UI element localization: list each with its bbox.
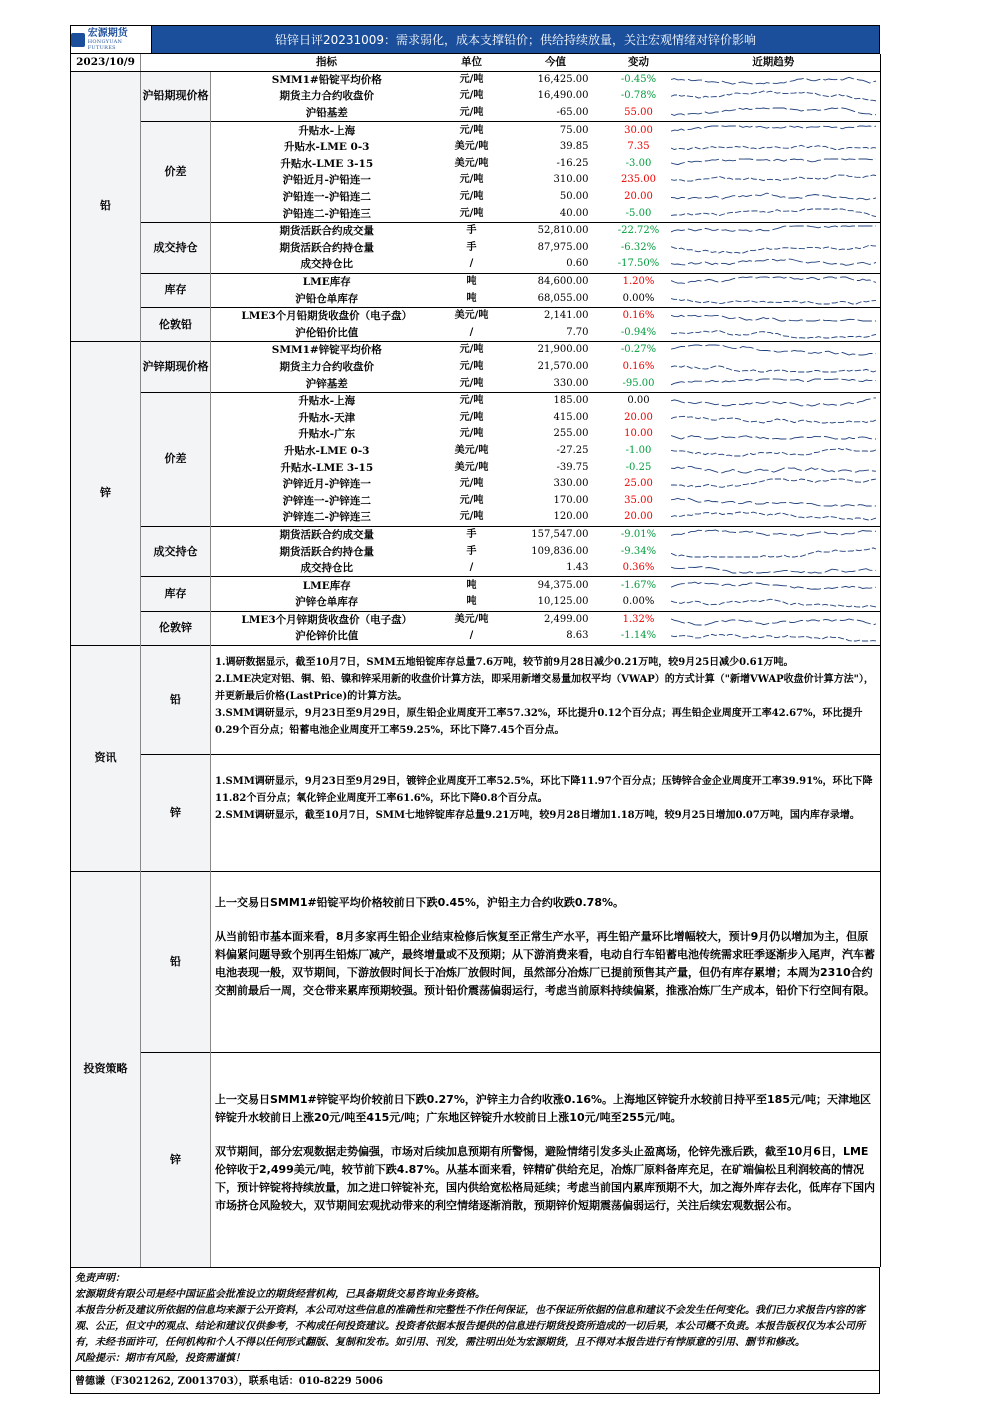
indicator-label: 期货主力合约收盘价 xyxy=(279,360,374,373)
table-row xyxy=(71,342,881,359)
sparkline-svg xyxy=(671,545,877,559)
indicator-label: 升贴水-LME 3-15 xyxy=(280,157,374,170)
unit-cell: 吨 xyxy=(443,273,501,290)
strategy-row-zinc xyxy=(71,1052,881,1267)
unit-cell: 元/吨 xyxy=(459,174,484,186)
change-cell: 20.00 xyxy=(624,191,653,203)
unit-cell: 吨 xyxy=(466,292,477,304)
sparkline-svg xyxy=(671,343,877,357)
value-cell: 16,425.00 xyxy=(501,71,611,88)
report-sheet xyxy=(70,25,880,1394)
table-row xyxy=(71,122,881,139)
change-cell: -1.00 xyxy=(625,444,652,456)
indicator-label: 升贴水-上海 xyxy=(211,122,443,139)
news-row-lead xyxy=(71,645,881,754)
table-row xyxy=(71,577,881,594)
trend-sparkline xyxy=(667,560,881,577)
value-cell: 75.00 xyxy=(501,122,611,139)
indicator-label: 沪伦铅价比值 xyxy=(295,326,359,339)
strategy-lead-text xyxy=(211,871,881,1052)
table-column-header xyxy=(71,54,881,71)
indicator-label: 沪铅基差 xyxy=(305,107,348,120)
group-label: 成交持仓 xyxy=(141,526,211,577)
trend-sparkline xyxy=(667,256,881,273)
unit-cell: 元/吨 xyxy=(459,191,484,203)
unit-cell: 吨 xyxy=(466,596,477,608)
trend-sparkline xyxy=(667,526,881,543)
strategy-lead-paragraph: 上一交易日SMM1#铅锭平均价格较前日下跌0.45%，沪铅主力合约收跌0.78%。 xyxy=(215,895,625,909)
indicator-label: 升贴水-上海 xyxy=(211,392,443,409)
indicator-label: 期货活跃合约持仓量 xyxy=(279,241,374,254)
indicator-label: 沪锌仓单库存 xyxy=(295,596,359,609)
trend-sparkline xyxy=(667,426,881,443)
trend-sparkline xyxy=(667,476,881,493)
report-title: 铅锌日评20231009：需求弱化，成本支撑铅价；供给持续放量，关注宏观情绪对锌价影响 xyxy=(274,33,757,47)
change-cell: 0.16% xyxy=(622,360,655,372)
trend-sparkline xyxy=(667,443,881,460)
value-cell: -65.00 xyxy=(556,107,589,119)
sparkline-svg xyxy=(671,444,877,458)
unit-cell: 手 xyxy=(466,545,477,557)
change-cell: 1.20% xyxy=(611,273,667,290)
group-label: 成交持仓 xyxy=(141,222,211,273)
report-header xyxy=(70,25,880,54)
value-cell: 109,836.00 xyxy=(531,545,589,557)
sparkline-svg xyxy=(671,275,877,289)
change-cell: -0.45% xyxy=(611,71,667,88)
unit-cell: / xyxy=(469,258,474,270)
sparkline-svg xyxy=(671,257,877,271)
sparkline-svg xyxy=(671,477,877,491)
table-row xyxy=(71,611,881,628)
change-cell: -0.25 xyxy=(625,461,652,473)
company-logo xyxy=(71,26,152,53)
indicator-label: 成交持仓比 xyxy=(300,258,353,271)
unit-cell: / xyxy=(469,630,474,642)
change-cell: -17.50% xyxy=(617,258,660,270)
group-label: 库存 xyxy=(141,273,211,307)
sparkline-svg xyxy=(671,595,877,609)
trend-sparkline xyxy=(667,392,881,409)
value-cell: 21,900.00 xyxy=(501,342,611,359)
trend-sparkline xyxy=(667,509,881,526)
trend-sparkline xyxy=(667,273,881,290)
strategy-zinc-label: 锌 xyxy=(141,1052,211,1267)
unit-cell: 美元/吨 xyxy=(454,141,489,153)
unit-cell: 元/吨 xyxy=(459,411,484,423)
disclaimer-line: 风险提示：期市有风险，投资需谨慎！ xyxy=(75,1352,245,1364)
logo-mark-icon xyxy=(71,33,85,47)
change-cell: 10.00 xyxy=(624,428,653,440)
sparkline-svg xyxy=(671,411,877,425)
trend-sparkline xyxy=(667,611,881,628)
value-cell: 157,547.00 xyxy=(501,526,611,543)
sparkline-svg xyxy=(671,494,877,508)
news-zinc-paragraph: 2.SMM调研显示，截至10月7日，SMM七地锌锭库存总量9.21万吨，较9月28日增加1.18万吨，较9月25日增加0.07万吨，国内库存录增。 xyxy=(215,809,860,821)
sparkline-svg xyxy=(671,629,877,643)
sparkline-svg xyxy=(671,173,877,187)
unit-cell: 元/吨 xyxy=(443,122,501,139)
trend-sparkline xyxy=(667,222,881,239)
unit-cell: / xyxy=(469,562,474,574)
sparkline-svg xyxy=(671,140,877,154)
trend-sparkline xyxy=(667,325,881,342)
sparkline-svg xyxy=(671,360,877,374)
group-label: 库存 xyxy=(141,577,211,611)
value-cell: 87,975.00 xyxy=(537,241,589,253)
trend-sparkline xyxy=(667,594,881,611)
trend-sparkline xyxy=(667,240,881,257)
change-cell: -1.67% xyxy=(611,577,667,594)
disclaimer-line: 宏源期货有限公司是经中国证监会批准设立的期货经营机构，已具备期货交易咨询业务资格。 xyxy=(75,1288,485,1300)
strategy-row-lead xyxy=(71,871,881,1052)
value-cell: 2,499.00 xyxy=(501,611,611,628)
value-cell: 0.60 xyxy=(566,258,589,270)
sparkline-svg xyxy=(671,309,877,323)
trend-sparkline xyxy=(667,71,881,88)
unit-cell: 元/吨 xyxy=(459,478,484,490)
disclaimer-title: 免责声明： xyxy=(75,1272,125,1284)
sparkline-svg xyxy=(671,510,877,524)
indicator-label: LME库存 xyxy=(211,577,443,594)
group-label: 价差 xyxy=(141,122,211,223)
column-change: 变动 xyxy=(611,54,667,71)
value-cell: 10,125.00 xyxy=(537,596,589,608)
unit-cell: 美元/吨 xyxy=(454,461,489,473)
change-cell: -9.34% xyxy=(620,545,657,557)
change-cell: -1.14% xyxy=(620,630,657,642)
sparkline-svg xyxy=(671,157,877,171)
news-lead-text xyxy=(211,645,881,754)
section-label: 铅 xyxy=(71,71,141,342)
value-cell: 52,810.00 xyxy=(501,222,611,239)
strategy-zinc-text xyxy=(211,1052,881,1267)
change-cell: 30.00 xyxy=(611,122,667,139)
sparkline-svg xyxy=(671,461,877,475)
trend-sparkline xyxy=(667,156,881,173)
trend-sparkline xyxy=(667,189,881,206)
value-cell: -39.75 xyxy=(556,461,589,473)
news-and-strategy xyxy=(70,645,881,1267)
change-cell: 25.00 xyxy=(624,478,653,490)
news-zinc-paragraph: 1.SMM调研显示，9月23日至9月29日，镀锌企业周度开工率52.5%，环比下降11.97个百分点；压铸锌合金企业周度开工率39.91%，环比下降11.82个百分点；氧化锌企业周度开工率61.6%，环比下降0.8个百分点。 xyxy=(215,775,873,804)
trend-sparkline xyxy=(667,409,881,426)
change-cell: 0.16% xyxy=(611,307,667,324)
indicator-label: 升贴水-LME 3-15 xyxy=(280,461,374,474)
news-lead-paragraph: 2.LME决定对铝、铜、铅、镍和锌采用新的收盘价计算方法，即采用新增交易量加权平均（VWAP）的方式计算（"新增VWAP收盘价计算方法"），并更新最后价格(LastPrice)的计算方法。 xyxy=(215,673,874,702)
indicator-label: SMM1#锌锭平均价格 xyxy=(211,342,443,359)
sparkline-svg xyxy=(671,528,877,542)
unit-cell: 元/吨 xyxy=(459,90,484,102)
indicator-label: SMM1#铅锭平均价格 xyxy=(211,71,443,88)
trend-sparkline xyxy=(667,172,881,189)
news-lead-paragraph: 1.调研数据显示，截至10月7日，SMM五地铅锭库存总量7.6万吨，较节前9月28日减少0.21万吨，较9月25日减少0.61万吨。 xyxy=(215,656,794,668)
sparkline-svg xyxy=(671,106,877,120)
disclaimer xyxy=(70,1267,880,1371)
value-cell: 16,490.00 xyxy=(537,90,589,102)
indicator-label: 沪铅仓单库存 xyxy=(295,292,359,305)
group-label: 沪铅期现价格 xyxy=(141,71,211,122)
value-cell: 2,141.00 xyxy=(501,307,611,324)
group-label: 价差 xyxy=(141,392,211,526)
value-cell: 310.00 xyxy=(553,174,589,186)
sparkline-svg xyxy=(671,394,877,408)
analyst-contact: 曾德谦（F3021262, Z0013703），联系电话：010-8229 5006 xyxy=(70,1371,880,1394)
indicator-label: 沪锌近月-沪锌连一 xyxy=(282,478,371,491)
indicator-label: 成交持仓比 xyxy=(300,562,353,575)
value-cell: 120.00 xyxy=(553,511,589,523)
unit-cell: 元/吨 xyxy=(459,428,484,440)
report-date: 2023/10/9 xyxy=(71,54,141,71)
section-label: 锌 xyxy=(71,342,141,645)
change-cell: 20.00 xyxy=(624,511,653,523)
strategy-label: 投资策略 xyxy=(71,871,141,1267)
group-label: 伦敦锌 xyxy=(141,611,211,645)
indicator-label: 期货活跃合约成交量 xyxy=(211,526,443,543)
value-cell: 255.00 xyxy=(553,428,589,440)
column-trend: 近期趋势 xyxy=(667,54,881,71)
sparkline-svg xyxy=(671,241,877,255)
trend-sparkline xyxy=(667,628,881,645)
change-cell: -3.00 xyxy=(625,157,652,169)
change-cell: -9.01% xyxy=(611,526,667,543)
disclaimer-line: 本报告分析及建议所依据的信息均来源于公开资料，本公司对这些信息的准确性和完整性不作任何保证，也不保证所依据的信息和建议不会发生任何变化。我们已力求报告内容的客观、公正，但文中的观点、结论和建议仅供参考，不构成任何投资建议。投资者依据本报告提供的信息进行期货投资所造成的一切后果，本公司概不负责。本报告版权仅为本公司所有，未经书面许可，任何机构和个人不得以任何形式翻版、复制和发布。如引用、刊发，需注明出处为宏源期货，且不得对本报告进行有悖原意的引用、删节和修改。 xyxy=(75,1304,865,1348)
indicator-label: 升贴水-LME 0-3 xyxy=(284,141,370,154)
indicator-label: LME3个月铅期货收盘价（电子盘） xyxy=(211,307,443,324)
logo-subtitle: HONGYUAN FUTURES xyxy=(87,39,123,51)
unit-cell: / xyxy=(469,326,474,338)
group-label: 沪锌期现价格 xyxy=(141,342,211,393)
trend-sparkline xyxy=(667,205,881,222)
column-today: 今值 xyxy=(501,54,611,71)
change-cell: 7.35 xyxy=(627,141,650,153)
unit-cell: 美元/吨 xyxy=(454,444,489,456)
trend-sparkline xyxy=(667,290,881,307)
strategy-zinc-paragraph: 双节期间，部分宏观数据走势偏强，市场对后续加息预期有所警惕，避险情绪引发多头止盈离场，伦锌先涨后跌，截至10月6日，LME伦锌收于2,499美元/吨，较节前下跌4.87%。从基本面来看，锌精矿供给充足，冶炼厂原料备库充足，在矿端偏松且利润较高的情况下，预计锌锭将持续放量，加之进口锌锭补充，国内供给宽松格局延续；考虑当前国内累库预期不大，加之海外库存去化，低库存下国内市场挤仓风险较大，双节期间宏观扰动带来的利空情绪逐渐消散，预期锌价短期震荡偏弱运行，关注后续宏观数据公布。 xyxy=(215,1144,875,1212)
indicator-label: 沪铅近月-沪铅连一 xyxy=(282,174,371,187)
indicator-label: LME3个月锌期货收盘价（电子盘） xyxy=(211,611,443,628)
strategy-lead-paragraph: 从当前铅市基本面来看，8月多家再生铅企业结束检修后恢复至正常生产水平，再生铅产量环比增幅较大，预计9月仍以增加为主，但原料偏紧问题导致个别再生铅炼厂减产，最终增量或不及预期；从下游消费来看，电动自行车铅蓄电池传统需求旺季逐渐步入尾声，汽车蓄电池表现一般，双节期间，下游放假时间长于冶炼厂放假时间，虽然部分冶炼厂已提前预售其产量，但仍有库存累增；本周为2310合约交割前最后一周，交仓带来累库预期较强。预计铅价震荡偏弱运行，考虑当前原料持续偏紧，推涨冶炼厂生产成本，铅价下行空间有限。 xyxy=(215,929,875,997)
indicator-label: 沪铅连二-沪铅连三 xyxy=(282,207,371,220)
value-cell: 330.00 xyxy=(553,478,589,490)
news-zinc-label: 锌 xyxy=(141,754,211,871)
strategy-zinc-paragraph: 上一交易日SMM1#锌锭平均价较前日下跌0.27%，沪锌主力合约收涨0.16%。上海地区锌锭升水较前日持平至185元/吨；天津地区锌锭升水较前日上涨20元/吨至415元/吨；广东地区锌锭升水较前日上涨10元/吨至255元/吨。 xyxy=(215,1092,871,1124)
trend-sparkline xyxy=(667,543,881,560)
news-lead-label: 铅 xyxy=(141,645,211,754)
logo-text: 宏源期货 xyxy=(87,28,128,39)
column-indicator: 指标 xyxy=(211,54,443,71)
table-body xyxy=(71,71,881,645)
unit-cell: 元/吨 xyxy=(443,342,501,359)
indicator-label: 沪伦锌价比值 xyxy=(295,630,359,643)
column-unit: 单位 xyxy=(443,54,501,71)
value-cell: 7.70 xyxy=(566,326,589,338)
change-cell: 235.00 xyxy=(621,174,656,186)
unit-cell: 元/吨 xyxy=(459,511,484,523)
indicator-label: 期货活跃合约持仓量 xyxy=(279,545,374,558)
change-cell: -95.00 xyxy=(622,377,655,389)
change-cell: 55.00 xyxy=(624,107,653,119)
change-cell: 0.00 xyxy=(611,392,667,409)
trend-sparkline xyxy=(667,375,881,392)
unit-cell: 手 xyxy=(466,241,477,253)
indicator-label: 沪锌连二-沪锌连三 xyxy=(282,511,371,524)
sparkline-svg xyxy=(671,292,877,306)
sparkline-svg xyxy=(671,613,877,627)
sparkline-svg xyxy=(671,124,877,138)
value-cell: 185.00 xyxy=(501,392,611,409)
table-row xyxy=(71,273,881,290)
value-cell: 40.00 xyxy=(559,207,589,219)
indicator-label: LME库存 xyxy=(211,273,443,290)
value-cell: 39.85 xyxy=(559,141,589,153)
news-lead-paragraph: 3.SMM调研显示，9月23日至9月29日，原生铅企业周度开工率57.32%，环比提升0.12个百分点；再生铅企业周度开工率42.67%，环比提升0.29个百分点；铅蓄电池企业周度开工率59.25%，环比下降7.45个百分点。 xyxy=(215,707,863,736)
table-row xyxy=(71,307,881,324)
trend-sparkline xyxy=(667,459,881,476)
trend-sparkline xyxy=(667,122,881,139)
change-cell: -0.27% xyxy=(611,342,667,359)
news-row-zinc xyxy=(71,754,881,871)
change-cell: -0.94% xyxy=(620,326,657,338)
unit-cell: 元/吨 xyxy=(443,71,501,88)
unit-cell: 元/吨 xyxy=(459,207,484,219)
unit-cell: 手 xyxy=(443,526,501,543)
sparkline-svg xyxy=(671,561,877,575)
indicator-label: 升贴水-LME 0-3 xyxy=(284,444,370,457)
change-cell: 20.00 xyxy=(624,411,653,423)
change-cell: 0.00% xyxy=(622,292,655,304)
change-cell: -6.32% xyxy=(620,241,657,253)
value-cell: -27.25 xyxy=(556,444,589,456)
trend-sparkline xyxy=(667,492,881,509)
value-cell: 50.00 xyxy=(559,191,589,203)
value-cell: 84,600.00 xyxy=(501,273,611,290)
value-cell: -16.25 xyxy=(556,157,589,169)
table-row xyxy=(71,392,881,409)
change-cell: 0.00% xyxy=(622,596,655,608)
change-cell: -22.72% xyxy=(611,222,667,239)
unit-cell: 元/吨 xyxy=(443,392,501,409)
unit-cell: 元/吨 xyxy=(459,494,484,506)
indicator-label: 沪锌连一-沪锌连二 xyxy=(282,494,371,507)
trend-sparkline xyxy=(667,139,881,156)
value-cell: 415.00 xyxy=(553,411,589,423)
unit-cell: 手 xyxy=(443,222,501,239)
value-cell: 21,570.00 xyxy=(537,360,589,372)
change-cell: 0.36% xyxy=(622,562,655,574)
sparkline-svg xyxy=(671,427,877,441)
indicator-label: 期货活跃合约成交量 xyxy=(211,222,443,239)
unit-cell: 元/吨 xyxy=(459,377,484,389)
news-label: 资讯 xyxy=(71,645,141,871)
unit-cell: 美元/吨 xyxy=(443,307,501,324)
unit-cell: 美元/吨 xyxy=(443,611,501,628)
trend-sparkline xyxy=(667,307,881,324)
trend-sparkline xyxy=(667,359,881,376)
sparkline-svg xyxy=(671,579,877,593)
sparkline-svg xyxy=(671,326,877,340)
unit-cell: 元/吨 xyxy=(459,107,484,119)
indicator-label: 期货主力合约收盘价 xyxy=(279,90,374,103)
sparkline-svg xyxy=(671,224,877,238)
value-cell: 94,375.00 xyxy=(501,577,611,594)
trend-sparkline xyxy=(667,342,881,359)
market-data-table xyxy=(70,54,881,645)
trend-sparkline xyxy=(667,88,881,105)
sparkline-svg xyxy=(671,377,877,391)
unit-cell: 吨 xyxy=(443,577,501,594)
trend-sparkline xyxy=(667,105,881,122)
group-label: 伦敦铅 xyxy=(141,307,211,341)
sparkline-svg xyxy=(671,207,877,221)
table-row xyxy=(71,71,881,88)
sparkline-svg xyxy=(671,190,877,204)
change-cell: -0.78% xyxy=(620,90,657,102)
change-cell: -5.00 xyxy=(625,207,652,219)
table-row xyxy=(71,222,881,239)
unit-cell: 元/吨 xyxy=(459,360,484,372)
value-cell: 170.00 xyxy=(553,494,589,506)
strategy-lead-label: 铅 xyxy=(141,871,211,1052)
indicator-label: 升贴水-天津 xyxy=(298,411,356,424)
value-cell: 330.00 xyxy=(553,377,589,389)
indicator-label: 沪锌基差 xyxy=(305,377,348,390)
sparkline-svg xyxy=(671,73,877,87)
indicator-label: 升贴水-广东 xyxy=(298,428,356,441)
table-row xyxy=(71,526,881,543)
news-zinc-text xyxy=(211,754,881,871)
change-cell: 1.32% xyxy=(611,611,667,628)
value-cell: 8.63 xyxy=(566,630,589,642)
value-cell: 68,055.00 xyxy=(537,292,589,304)
sparkline-svg xyxy=(671,89,877,103)
indicator-label: 沪铅连一-沪铅连二 xyxy=(282,191,371,204)
value-cell: 1.43 xyxy=(566,562,589,574)
change-cell: 35.00 xyxy=(624,494,653,506)
unit-cell: 美元/吨 xyxy=(454,157,489,169)
trend-sparkline xyxy=(667,577,881,594)
